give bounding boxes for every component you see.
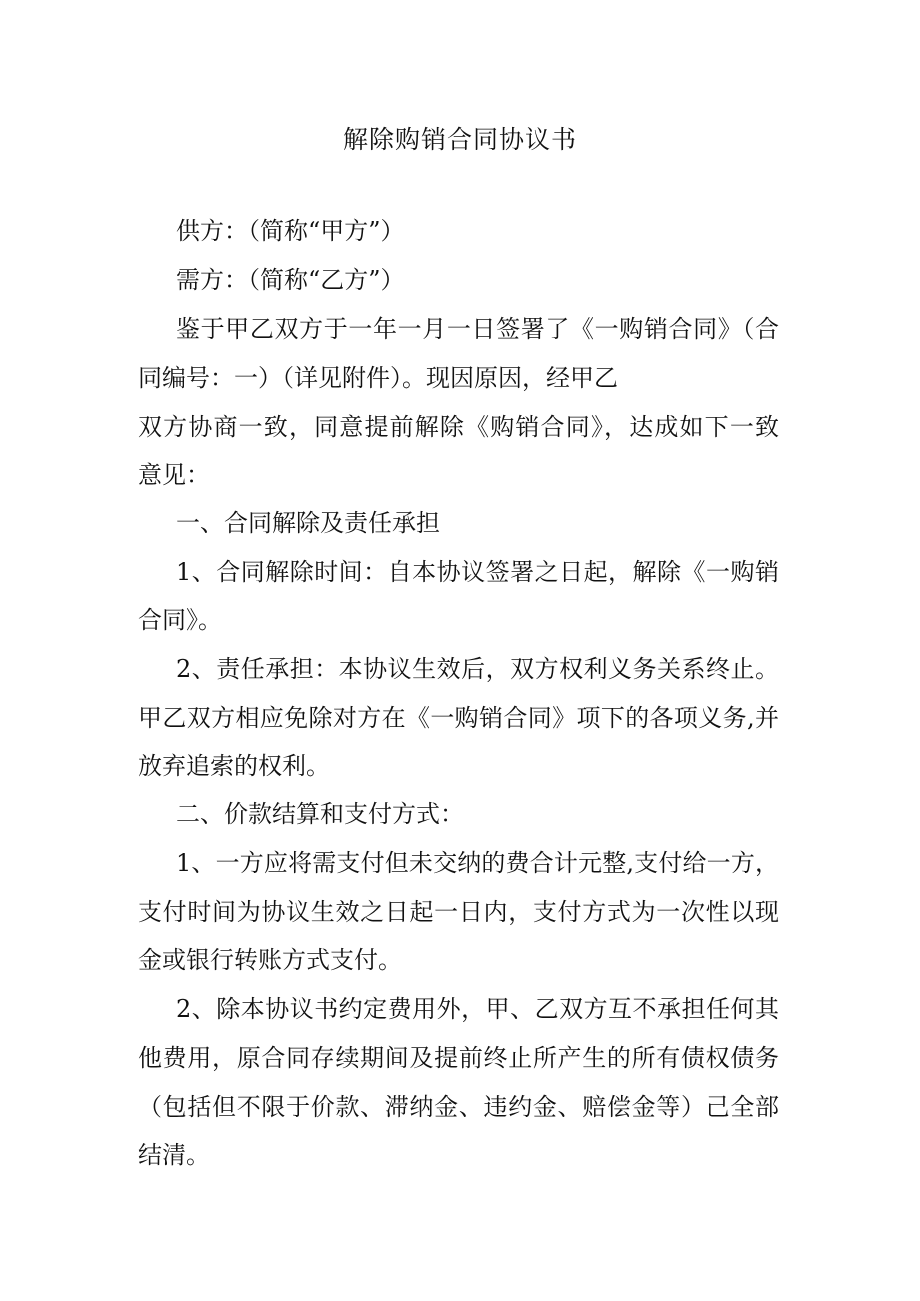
clause-line: 支付时间为协议生效之日起一日内，支付方式为一次性以现 [138, 898, 779, 926]
clause-line: 他费用，原合同存续期间及提前终止所产生的所有债权债务 [138, 1044, 779, 1072]
clause-line: 放弃追索的权利。 [138, 752, 330, 780]
section-heading-1: 一、合同解除及责任承担 [176, 509, 440, 537]
party-b-line: 需方：（简称“乙方”） [176, 266, 405, 294]
body-line: 双方协商一致，同意提前解除《购销合同》，达成如下一致 [138, 413, 779, 441]
clause-line: 1、合同解除时间：自本协议签署之日起，解除《一购销 [176, 558, 779, 586]
body-line: 鉴于甲乙双方于一年一月一日签署了《一购销合同》（合 [176, 315, 779, 343]
clause-line: 1、一方应将需支付但未交纳的费合计元整,支付给一方， [176, 849, 779, 877]
document-title: 解除购销合同协议书 [342, 125, 577, 154]
party-a-line: 供方：（简称“甲方”） [176, 217, 405, 245]
clause-line: 金或银行转账方式支付。 [138, 946, 402, 974]
clause-line: 2、除本协议书约定费用外，甲、乙双方互不承担任何其 [176, 995, 779, 1023]
body-line: 同编号：一）（详见附件）。现因原因，经甲乙 [138, 364, 618, 392]
section-heading-2: 二、价款结算和支付方式： [176, 800, 464, 828]
clause-line: 甲乙双方相应免除对方在《一购销合同》项下的各项义务,并 [138, 704, 779, 732]
clause-line: 结清。 [138, 1141, 210, 1169]
body-line: 意见： [138, 461, 210, 489]
clause-line: 合同》。 [138, 606, 222, 634]
clause-line: （包括但不限于价款、滞纳金、违约金、赔偿金等）己全部 [138, 1093, 779, 1121]
clause-line: 2、责任承担：本协议生效后，双方权利义务关系终止。 [176, 655, 779, 683]
